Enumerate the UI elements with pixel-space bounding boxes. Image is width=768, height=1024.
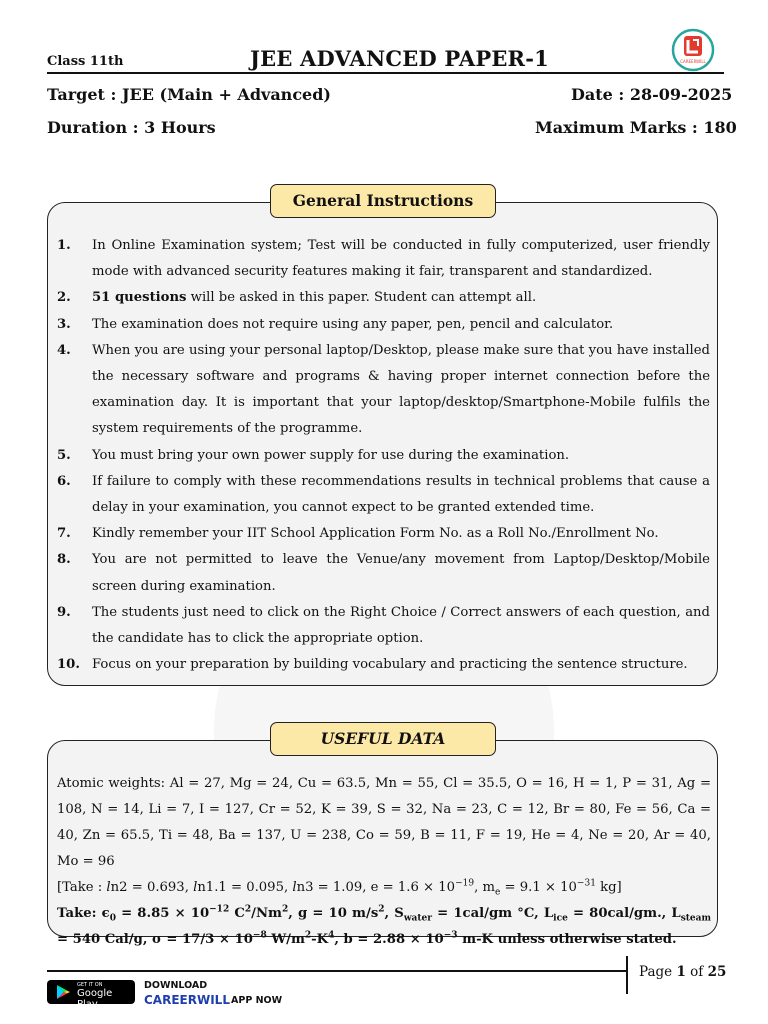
item-number: 10.: [57, 657, 80, 673]
instruction-item: [57, 312, 710, 338]
item-number: 1.: [57, 238, 71, 253]
gplay-small-text: GET IT ON: [77, 982, 103, 988]
item-text: If failure to comply with these recommendations results in technical problems that cause a delay in your examination, you cannot expect to be granted extended time.: [92, 473, 710, 516]
page-total: 25: [707, 964, 727, 980]
item-number: 4.: [57, 342, 71, 358]
max-marks-label: Maximum Marks : 180: [535, 118, 737, 137]
instructions-heading: General Instructions: [270, 184, 496, 218]
download-label: DOWNLOAD: [144, 980, 208, 991]
play-store-icon: [55, 984, 71, 1000]
instruction-item: [57, 233, 710, 285]
questions-count: 51 questions: [92, 290, 187, 306]
item-text: Kindly remember your IIT School Application Form No. as a Roll No./Enrollment No.: [92, 526, 659, 542]
gplay-big-text: Google Play: [77, 988, 113, 1010]
item-text: will be asked in this paper. Student can attempt all.: [186, 290, 537, 306]
instruction-item: [57, 285, 710, 311]
google-play-badge[interactable]: [47, 980, 135, 1010]
take-constants-line: [Take : ln2 = 0.693, ln1.1 = 0.095, ln3 = 1.09, $e = 1.6 \times 10^{-19}$, $m_e = 9.1 \times 10^{-31}$ kg]: [57, 878, 622, 898]
instruction-item: [57, 521, 710, 547]
careerwill-logo-icon: [671, 28, 715, 72]
footer-vertical-divider: [626, 956, 628, 994]
instruction-item: [57, 443, 710, 469]
item-number: 7.: [57, 526, 71, 542]
page-indicator: Page 1 of 25: [639, 964, 727, 980]
item-text: You must bring your own power supply for use during the examination.: [92, 447, 570, 463]
brand-name: CAREERWILL: [144, 993, 230, 1007]
header-divider: [47, 72, 724, 74]
footer-divider: [47, 970, 627, 972]
instruction-item: [57, 338, 710, 443]
exam-date: Date : 28-09-2025: [571, 85, 733, 104]
logo-text: CAREERWILL: [680, 59, 706, 64]
item-text: When you are using your personal laptop/Desktop, please make sure that you have installed the necessary software and programs & having proper internet connection before the examination day. It is important that your laptop/desktop/Smartphone-Mobile fulfils the system requirements of the programme.: [92, 342, 710, 437]
item-text: Focus on your preparation by building vocabulary and practicing the sentence structure.: [92, 657, 688, 673]
item-text: The examination does not require using any paper, pen, pencil and calculator.: [92, 316, 614, 332]
item-number: 9.: [57, 604, 71, 620]
useful-data-content: [57, 771, 711, 953]
instruction-item: [57, 600, 710, 652]
item-number: 5.: [57, 447, 71, 463]
item-text: The students just need to click on the Right Choice / Correct answers of each question, and the candidate has to click the appropriate option.: [92, 604, 710, 647]
atomic-weights: Atomic weights: Al = 27, Mg = 24, Cu = 63.5, Mn = 55, Cl = 35.5, O = 16, H = 1, P = 31, Ag = 108, N = 14, Li = 7, I = 127, Cr = 52, K = 39, S = 32, Na = 23, C = 12, Br = 80, Fe = 56, Ca = 40, Zn = 65.5, Ti = 48, Ba = 137, U = 238, Co = 59, B = 11, F = 19, He = 4, Ne = 20, Ar = 40, Mo = 96: [57, 776, 711, 869]
useful-data-heading: USEFUL DATA: [270, 722, 496, 756]
paper-title: JEE ADVANCED PAPER-1: [250, 46, 549, 71]
instructions-list: [57, 233, 710, 678]
item-number: 2.: [57, 290, 71, 306]
instruction-item: [57, 652, 710, 678]
take-physical-constants: Take: $\epsilon_0 = 8.85 \times 10^{-12}$ $C^2/Nm^2$, g = 10 $m/s^2$, $S_{water} = 1cal/gm$ °C, $L_{ice} = 80cal/gm$., $L_{steam} = 540$ Cal/g, $\sigma = 17/3 \times 10^{-8}$ $W/m^2-K^4$, $b = 2.88 \times 10^{-3}$ m-K unless otherwise stated.: [57, 904, 711, 947]
instruction-item: [57, 469, 710, 521]
item-number: 8.: [57, 552, 71, 568]
page-number: 1: [676, 964, 686, 980]
app-now-label: APP NOW: [231, 995, 283, 1006]
item-text: In Online Examination system; Test will be conducted in fully computerized, user friendly mode with advanced security features making it fair, transparent and standardized.: [92, 238, 710, 280]
instruction-item: [57, 547, 710, 599]
item-text: You are not permitted to leave the Venue/any movement from Laptop/Desktop/Mobile screen during examination.: [92, 552, 710, 594]
duration-label: Duration : 3 Hours: [47, 118, 216, 137]
item-number: 3.: [57, 316, 71, 332]
item-number: 6.: [57, 473, 71, 489]
target-label: Target : JEE (Main + Advanced): [47, 85, 331, 104]
class-label: Class 11th: [47, 54, 124, 69]
